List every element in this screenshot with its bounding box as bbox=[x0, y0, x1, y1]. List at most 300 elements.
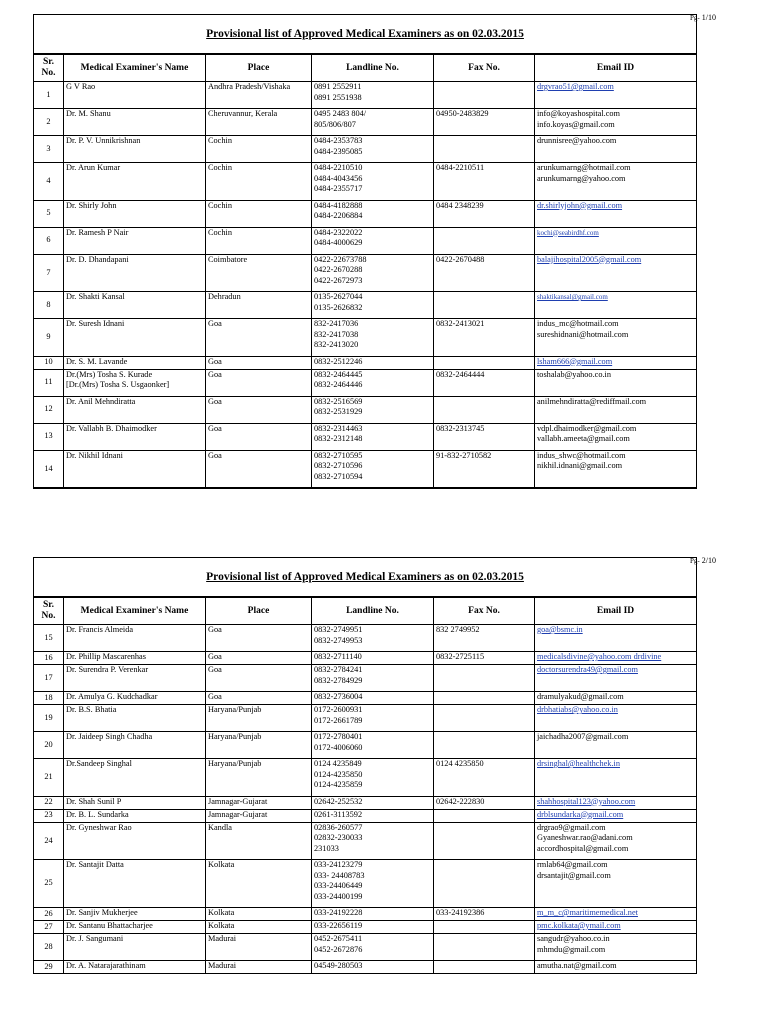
cell-name bbox=[64, 796, 206, 809]
table-row bbox=[34, 319, 697, 357]
cell-sr: 11 bbox=[34, 369, 64, 396]
cell-place: Goa bbox=[206, 319, 312, 357]
text-line[interactable]: lsham666@gmail.com bbox=[537, 356, 613, 366]
cell-email bbox=[535, 254, 697, 292]
cell-place: Goa bbox=[206, 665, 312, 692]
text-line: 0832-2464445 bbox=[314, 369, 363, 379]
cell-sr: 4 bbox=[34, 163, 64, 201]
cell-name bbox=[64, 732, 206, 759]
page-marker: Pg- 1/10 bbox=[690, 13, 716, 22]
cell-email bbox=[535, 227, 697, 254]
cell-landline bbox=[312, 396, 434, 423]
text-line: jaichadha2007@gmail.com bbox=[537, 732, 629, 741]
text-line: Dr. M. Shanu bbox=[66, 109, 111, 118]
cell-fax bbox=[434, 822, 535, 860]
cell-fax bbox=[434, 665, 535, 692]
cell-email bbox=[535, 423, 697, 450]
cell-fax bbox=[434, 227, 535, 254]
cell-email bbox=[535, 961, 697, 974]
cell-landline bbox=[312, 319, 434, 357]
table-row bbox=[34, 759, 697, 797]
text-line: sureshidnani@hotmail.com bbox=[537, 329, 629, 339]
cell-fax bbox=[434, 692, 535, 705]
cell-fax bbox=[434, 860, 535, 908]
cell-name bbox=[64, 82, 206, 109]
document-page-1 bbox=[33, 14, 696, 489]
cell-sr: 20 bbox=[34, 732, 64, 759]
cell-landline bbox=[312, 934, 434, 961]
cell-email bbox=[535, 82, 697, 109]
table-row bbox=[34, 961, 697, 974]
text-line: Dr. Amulya G. Kudchadkar bbox=[66, 692, 158, 701]
table-row bbox=[34, 450, 697, 488]
cell-landline bbox=[312, 82, 434, 109]
text-line: 0832-2512246 bbox=[314, 356, 363, 366]
cell-place: Goa bbox=[206, 625, 312, 652]
text-line: anilmehndiratta@rediffmail.com bbox=[537, 396, 647, 406]
cell-fax: 832 2749952 bbox=[434, 625, 535, 652]
text-line: 231033 bbox=[314, 843, 339, 853]
cell-fax: 0484-2210511 bbox=[434, 163, 535, 201]
page-title: Provisional list of Approved Medical Examiners as on 02.03.2015 bbox=[34, 558, 697, 598]
cell-fax: 0832-2413021 bbox=[434, 319, 535, 357]
text-line: 0484-2322022 bbox=[314, 227, 363, 237]
cell-place: Goa bbox=[206, 396, 312, 423]
cell-landline bbox=[312, 961, 434, 974]
text-line: 0452-2675411 bbox=[314, 934, 363, 943]
text-line[interactable]: medicalsdivine@yahoo.com drdivine bbox=[537, 652, 662, 661]
cell-name bbox=[64, 665, 206, 692]
text-line: vdpl.dhaimodker@gmail.com bbox=[537, 423, 637, 433]
text-line: 0484-2395085 bbox=[314, 146, 363, 156]
table-row bbox=[34, 396, 697, 423]
cell-name bbox=[64, 908, 206, 921]
cell-fax bbox=[434, 809, 535, 822]
table-row bbox=[34, 652, 697, 665]
text-line: toshalab@yahoo.co.in bbox=[537, 369, 611, 379]
table-row bbox=[34, 356, 697, 369]
table-row bbox=[34, 796, 697, 809]
cell-sr: 9 bbox=[34, 319, 64, 357]
text-line: 0832-2464446 bbox=[314, 380, 363, 389]
text-line: Dr. Jaideep Singh Chadha bbox=[66, 732, 153, 741]
cell-name bbox=[64, 759, 206, 797]
text-line: accordhospital@gmail.com bbox=[537, 843, 629, 853]
cell-place: Goa bbox=[206, 692, 312, 705]
text-line: rmlab64@gmail.com bbox=[537, 860, 608, 869]
cell-landline bbox=[312, 796, 434, 809]
cell-place: Jamnagar-Gujarat bbox=[206, 796, 312, 809]
cell-fax bbox=[434, 396, 535, 423]
text-line: 0484-4182888 bbox=[314, 200, 363, 210]
text-line: 0891 2552911 bbox=[314, 82, 362, 91]
cell-sr: 18 bbox=[34, 692, 64, 705]
text-line: 02836-260577 bbox=[314, 822, 363, 832]
cell-email bbox=[535, 450, 697, 488]
text-line[interactable]: goa@bsmc.in bbox=[537, 625, 583, 634]
cell-fax: 0124 4235850 bbox=[434, 759, 535, 797]
header-place: Place bbox=[206, 54, 312, 82]
text-line[interactable]: drgvrao51@gmail.com bbox=[537, 82, 614, 91]
text-line[interactable]: drsinghal@healthchek.in bbox=[537, 759, 620, 768]
text-line: nikhil.idnani@gmail.com bbox=[537, 461, 623, 470]
header-name: Medical Examiner's Name bbox=[64, 597, 206, 625]
text-line[interactable]: drblsundarka@gmail.com bbox=[537, 809, 624, 819]
text-line: Dr. Santanu Bhattacharjee bbox=[66, 921, 153, 930]
text-line: 0484-2206884 bbox=[314, 211, 363, 220]
text-line: 0124-4235850 bbox=[314, 769, 363, 779]
cell-place: Coimbatore bbox=[206, 254, 312, 292]
text-line: drgrao9@gmail.com bbox=[537, 822, 606, 832]
cell-sr: 28 bbox=[34, 934, 64, 961]
document-page-2 bbox=[33, 557, 696, 974]
cell-name bbox=[64, 705, 206, 732]
cell-fax: 033-24192386 bbox=[434, 908, 535, 921]
text-line: Dr. Gyneshwar Rao bbox=[66, 822, 132, 832]
cell-email bbox=[535, 732, 697, 759]
table-row bbox=[34, 732, 697, 759]
text-line[interactable]: balajihospital2005@gmail.com bbox=[537, 254, 642, 264]
cell-name bbox=[64, 692, 206, 705]
cell-name bbox=[64, 396, 206, 423]
text-line: 832-2413020 bbox=[314, 340, 359, 349]
table-row bbox=[34, 109, 697, 136]
text-line: drsantajit@gmail.com bbox=[537, 870, 611, 880]
cell-name bbox=[64, 934, 206, 961]
cell-place: Goa bbox=[206, 652, 312, 665]
text-line: Dr. Suresh Idnani bbox=[66, 319, 125, 328]
text-line[interactable]: dr.shirlyjohn@gmail.com bbox=[537, 200, 623, 210]
text-line: 0124-4235859 bbox=[314, 780, 363, 789]
cell-place: Cochin bbox=[206, 227, 312, 254]
cell-sr: 2 bbox=[34, 109, 64, 136]
text-line: Dr. A. Natarajarathinam bbox=[66, 961, 146, 970]
cell-email bbox=[535, 796, 697, 809]
text-line: Dr. Shirly John bbox=[66, 200, 117, 210]
table-row bbox=[34, 292, 697, 319]
cell-sr: 19 bbox=[34, 705, 64, 732]
text-line: 02642-252532 bbox=[314, 796, 363, 806]
text-line[interactable]: drbhatiabs@yahoo.co.in bbox=[537, 705, 618, 714]
cell-place: Goa bbox=[206, 369, 312, 396]
text-line: Dr. Francis Almeida bbox=[66, 625, 134, 634]
table-row bbox=[34, 625, 697, 652]
cell-landline bbox=[312, 692, 434, 705]
text-line: Dr. Shah Sunil P bbox=[66, 796, 122, 806]
text-line: Dr. Anil Mehndiratta bbox=[66, 396, 136, 406]
text-line[interactable]: shahhospital123@yahoo.com bbox=[537, 796, 636, 806]
cell-name bbox=[64, 369, 206, 396]
cell-email bbox=[535, 759, 697, 797]
text-line: Dr. Vallabh B. Dhaimodker bbox=[66, 423, 157, 433]
cell-landline bbox=[312, 227, 434, 254]
cell-sr: 1 bbox=[34, 82, 64, 109]
text-line: Dr. Ramesh P Nair bbox=[66, 227, 129, 237]
table-row bbox=[34, 200, 697, 227]
cell-email bbox=[535, 908, 697, 921]
text-line: drunnisree@yahoo.com bbox=[537, 136, 617, 145]
cell-name bbox=[64, 860, 206, 908]
cell-place: Madurai bbox=[206, 934, 312, 961]
cell-landline bbox=[312, 200, 434, 227]
text-line: arunkumarng@yahoo.com bbox=[537, 173, 626, 183]
cell-place: Kolkata bbox=[206, 908, 312, 921]
cell-email bbox=[535, 200, 697, 227]
cell-sr: 15 bbox=[34, 625, 64, 652]
cell-place: Madurai bbox=[206, 961, 312, 974]
cell-landline bbox=[312, 625, 434, 652]
cell-landline bbox=[312, 356, 434, 369]
cell-name bbox=[64, 356, 206, 369]
cell-sr: 8 bbox=[34, 292, 64, 319]
text-line: 0832-2736004 bbox=[314, 692, 363, 701]
cell-sr: 14 bbox=[34, 450, 64, 488]
cell-email bbox=[535, 665, 697, 692]
cell-email bbox=[535, 692, 697, 705]
cell-sr: 6 bbox=[34, 227, 64, 254]
cell-sr: 25 bbox=[34, 860, 64, 908]
text-line: Dr. B. L. Sundarka bbox=[66, 809, 129, 819]
table-row bbox=[34, 665, 697, 692]
cell-name bbox=[64, 961, 206, 974]
text-line: Dr. Nikhil Idnani bbox=[66, 450, 123, 460]
text-line: Dr. P. V. Unnikrishnan bbox=[66, 136, 141, 145]
text-line: 0172-4006060 bbox=[314, 742, 363, 752]
text-line[interactable]: kochi@seabirdhf.com bbox=[537, 228, 599, 237]
table-row bbox=[34, 136, 697, 163]
cell-fax: 04950-2483829 bbox=[434, 109, 535, 136]
cell-name bbox=[64, 625, 206, 652]
header-email: Email ID bbox=[535, 54, 697, 82]
text-line: 832-2417038 bbox=[314, 329, 359, 339]
cell-place: Dehradun bbox=[206, 292, 312, 319]
cell-email bbox=[535, 705, 697, 732]
cell-landline bbox=[312, 921, 434, 934]
cell-name bbox=[64, 809, 206, 822]
text-line: Dr. Surendra P. Verenkar bbox=[66, 665, 149, 674]
text-line: 0495 2483 804/ bbox=[314, 109, 367, 118]
text-line: 0484-2210510 bbox=[314, 163, 363, 172]
cell-landline bbox=[312, 450, 434, 488]
text-line: 0484-4043456 bbox=[314, 173, 363, 183]
cell-place: Cochin bbox=[206, 163, 312, 201]
table-row bbox=[34, 908, 697, 921]
text-line: 0261-3113592 bbox=[314, 809, 363, 819]
header-name: Medical Examiner's Name bbox=[64, 54, 206, 82]
cell-landline bbox=[312, 705, 434, 732]
cell-place: Goa bbox=[206, 356, 312, 369]
cell-landline bbox=[312, 732, 434, 759]
cell-sr: 7 bbox=[34, 254, 64, 292]
cell-landline bbox=[312, 163, 434, 201]
cell-fax: 0422-2670488 bbox=[434, 254, 535, 292]
text-line: Dr.(Mrs) Tosha S. Kurade bbox=[66, 369, 153, 379]
cell-place: Cochin bbox=[206, 200, 312, 227]
cell-place: Andhra Pradesh/Vishaka bbox=[206, 82, 312, 109]
text-line: Dr.Sandeep Singhal bbox=[66, 759, 132, 768]
cell-fax: 0484 2348239 bbox=[434, 200, 535, 227]
cell-email bbox=[535, 136, 697, 163]
text-line: info@koyashospital.com bbox=[537, 109, 620, 118]
table-row bbox=[34, 369, 697, 396]
text-line: 0832-2711140 bbox=[314, 652, 362, 661]
cell-fax bbox=[434, 82, 535, 109]
text-line: vallabh.ameeta@gmail.com bbox=[537, 434, 630, 443]
examiners-table bbox=[33, 14, 697, 489]
table-row bbox=[34, 921, 697, 934]
cell-fax bbox=[434, 705, 535, 732]
page-title: Provisional list of Approved Medical Examiners as on 02.03.2015 bbox=[34, 15, 697, 55]
text-line: 0832-2710594 bbox=[314, 471, 363, 481]
text-line: 04549-280503 bbox=[314, 961, 363, 970]
table-row bbox=[34, 692, 697, 705]
cell-sr: 12 bbox=[34, 396, 64, 423]
cell-email bbox=[535, 921, 697, 934]
cell-fax: 0832-2464444 bbox=[434, 369, 535, 396]
cell-place: Haryana/Punjab bbox=[206, 732, 312, 759]
cell-landline bbox=[312, 136, 434, 163]
text-line: indus_mc@hotmail.com bbox=[537, 319, 619, 328]
text-line: 0832-2749953 bbox=[314, 635, 363, 645]
cell-name bbox=[64, 423, 206, 450]
text-line: 033- 24408783 bbox=[314, 870, 365, 880]
cell-name bbox=[64, 200, 206, 227]
text-line: 0422-22673788 bbox=[314, 254, 367, 264]
cell-name bbox=[64, 292, 206, 319]
table-row bbox=[34, 227, 697, 254]
table-row bbox=[34, 163, 697, 201]
text-line: 0832-2710595 bbox=[314, 450, 363, 460]
text-line: 033-22656119 bbox=[314, 921, 363, 930]
examiners-table bbox=[33, 557, 697, 974]
cell-sr: 29 bbox=[34, 961, 64, 974]
text-line[interactable]: shaktikansal@gmail.com bbox=[537, 293, 608, 301]
text-line[interactable]: doctorsurendra49@gmail.com bbox=[537, 665, 638, 674]
text-line: dramulyakud@gmail.com bbox=[537, 692, 624, 701]
text-line: 0135-2626832 bbox=[314, 302, 363, 312]
cell-place: Haryana/Punjab bbox=[206, 759, 312, 797]
text-line: 0832-2312148 bbox=[314, 434, 363, 443]
cell-email bbox=[535, 934, 697, 961]
cell-landline bbox=[312, 759, 434, 797]
text-line: Dr. Phillip Mascarenhas bbox=[66, 652, 146, 661]
header-email: Email ID bbox=[535, 597, 697, 625]
text-line: 0484-4000629 bbox=[314, 238, 363, 247]
table-row bbox=[34, 860, 697, 908]
text-line: 0832-2531929 bbox=[314, 407, 363, 416]
cell-place: Jamnagar-Gujarat bbox=[206, 809, 312, 822]
cell-email bbox=[535, 319, 697, 357]
cell-name bbox=[64, 109, 206, 136]
cell-landline bbox=[312, 254, 434, 292]
text-line: 0172-2600931 bbox=[314, 705, 363, 714]
cell-place: Goa bbox=[206, 423, 312, 450]
text-line: [Dr.(Mrs) Tosha S. Usgaonker] bbox=[66, 380, 170, 389]
text-line: 0832-2749951 bbox=[314, 625, 363, 634]
cell-sr: 23 bbox=[34, 809, 64, 822]
cell-email bbox=[535, 860, 697, 908]
cell-email bbox=[535, 109, 697, 136]
cell-sr: 5 bbox=[34, 200, 64, 227]
header-fax: Fax No. bbox=[434, 54, 535, 82]
cell-sr: 3 bbox=[34, 136, 64, 163]
text-line: 805/806/807 bbox=[314, 119, 356, 129]
header-fax: Fax No. bbox=[434, 597, 535, 625]
text-line: mhmdu@gmail.com bbox=[537, 944, 606, 954]
text-line[interactable]: pmc.kolkata@ymail.com bbox=[537, 921, 621, 930]
cell-landline bbox=[312, 109, 434, 136]
cell-sr: 16 bbox=[34, 652, 64, 665]
cell-fax: 02642-222830 bbox=[434, 796, 535, 809]
text-line: 0832-2314463 bbox=[314, 423, 363, 433]
header-sr: Sr. No. bbox=[34, 54, 64, 82]
cell-place: Kandla bbox=[206, 822, 312, 860]
cell-sr: 26 bbox=[34, 908, 64, 921]
cell-email bbox=[535, 163, 697, 201]
text-line: 0172-2780401 bbox=[314, 732, 363, 741]
cell-name bbox=[64, 652, 206, 665]
cell-email bbox=[535, 356, 697, 369]
text-line: Gyaneshwar.rao@adani.com bbox=[537, 833, 633, 842]
cell-sr: 22 bbox=[34, 796, 64, 809]
text-line: 0891 2551938 bbox=[314, 92, 362, 102]
text-line: 02832-230033 bbox=[314, 833, 363, 842]
cell-sr: 27 bbox=[34, 921, 64, 934]
cell-sr: 17 bbox=[34, 665, 64, 692]
text-line: 0832-2784241 bbox=[314, 665, 363, 674]
cell-sr: 24 bbox=[34, 822, 64, 860]
cell-place: Cheruvannur, Kerala bbox=[206, 109, 312, 136]
text-line: Dr. Arun Kumar bbox=[66, 163, 121, 172]
table-row bbox=[34, 705, 697, 732]
cell-landline bbox=[312, 908, 434, 921]
text-line: 0135-2627044 bbox=[314, 292, 363, 301]
cell-sr: 10 bbox=[34, 356, 64, 369]
text-line: 0832-2710596 bbox=[314, 461, 363, 470]
cell-fax bbox=[434, 136, 535, 163]
cell-name bbox=[64, 136, 206, 163]
header-place: Place bbox=[206, 597, 312, 625]
table-row bbox=[34, 423, 697, 450]
cell-name bbox=[64, 227, 206, 254]
cell-email bbox=[535, 369, 697, 396]
text-line: Dr. S. M. Lavande bbox=[66, 356, 128, 366]
text-line: Dr. B.S. Bhatia bbox=[66, 705, 117, 714]
cell-landline bbox=[312, 423, 434, 450]
cell-email bbox=[535, 652, 697, 665]
page-marker: Pg- 2/10 bbox=[690, 556, 716, 565]
cell-landline bbox=[312, 665, 434, 692]
table-row bbox=[34, 254, 697, 292]
table-row bbox=[34, 822, 697, 860]
text-line[interactable]: m_m_c@maritimemedical.net bbox=[537, 908, 638, 917]
text-line: Dr. Santajit Datta bbox=[66, 860, 124, 869]
text-line: 0124 4235849 bbox=[314, 759, 362, 768]
text-line: 033-24400199 bbox=[314, 891, 363, 901]
text-line: 033-24406449 bbox=[314, 881, 363, 890]
cell-fax bbox=[434, 356, 535, 369]
cell-place: Goa bbox=[206, 450, 312, 488]
cell-place: Haryana/Punjab bbox=[206, 705, 312, 732]
cell-sr: 13 bbox=[34, 423, 64, 450]
cell-name bbox=[64, 163, 206, 201]
cell-fax bbox=[434, 292, 535, 319]
text-line: 0172-2661789 bbox=[314, 715, 363, 725]
text-line: Dr. D. Dhandapani bbox=[66, 254, 129, 264]
cell-fax: 0832-2725115 bbox=[434, 652, 535, 665]
cell-fax: 0832-2313745 bbox=[434, 423, 535, 450]
text-line: info.koyas@gmail.com bbox=[537, 119, 615, 129]
